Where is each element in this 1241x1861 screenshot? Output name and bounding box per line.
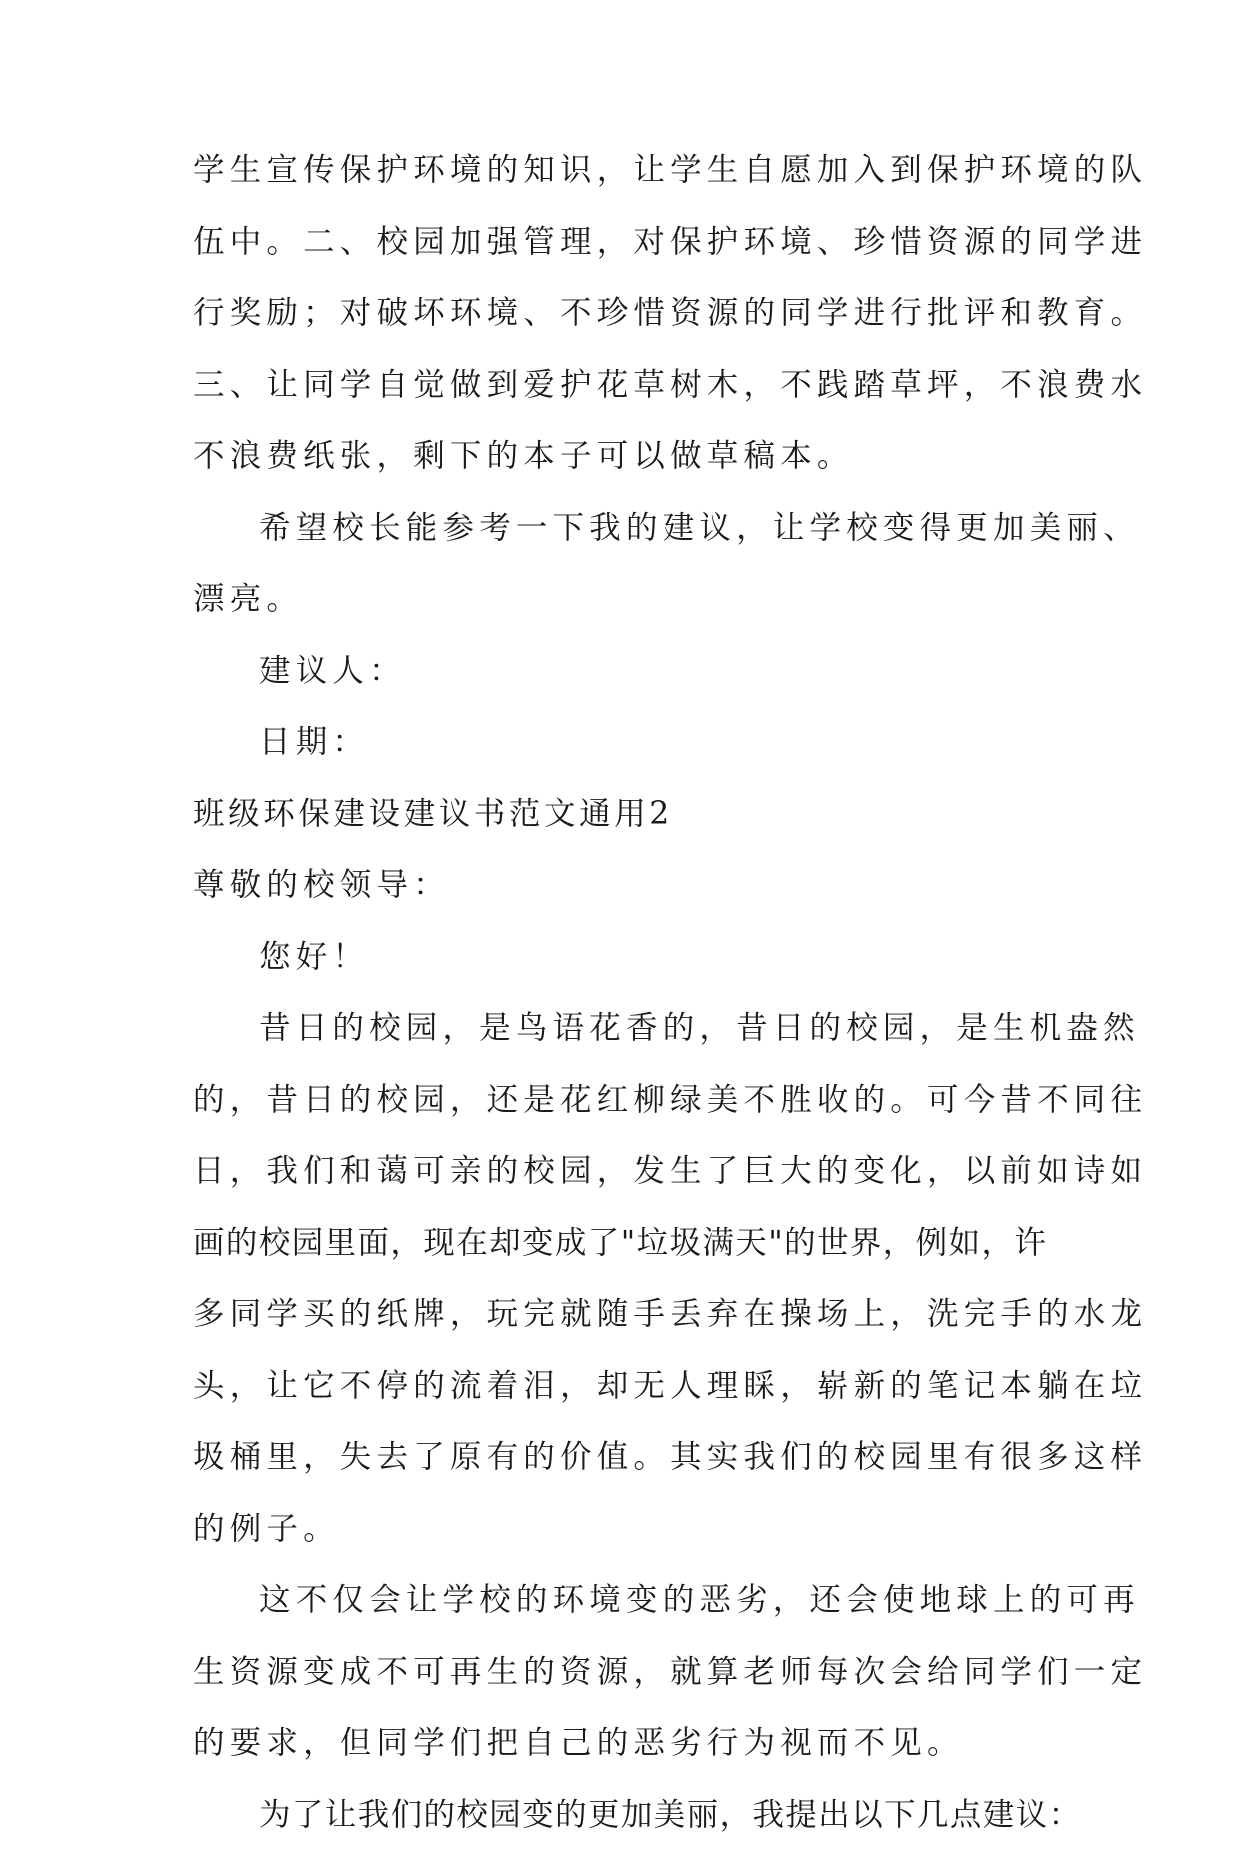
- body-line: 生资源变成不可再生的资源，就算老师每次会给同学们一定: [193, 1653, 1148, 1690]
- body-line: 希望校长能参考一下我的建议，让学校变得更加美丽、: [259, 509, 1140, 546]
- document-body: [193, 145, 1148, 1861]
- body-line: 伍中。二、校园加强管理，对保护环境、珍惜资源的同学进: [193, 223, 1148, 260]
- body-line: 不浪费纸张，剩下的本子可以做草稿本。: [193, 438, 854, 474]
- date-label: 日期：: [259, 724, 370, 760]
- body-line: 这不仅会让学校的环境变的恶劣，还会使地球上的可再: [259, 1582, 1140, 1618]
- body-line: 三、让同学自觉做到爱护花草树木，不践踏草坪，不浪费水: [193, 366, 1148, 403]
- body-line: 学生宣传保护环境的知识，让学生自愿加入到保护环境的队: [193, 152, 1148, 188]
- section-title: 班级环保建设建议书范文通用2: [193, 795, 673, 832]
- body-line: 的例子。: [193, 1510, 340, 1547]
- body-line: 的，昔日的校园，还是花红柳绿美不胜收的。可今昔不同往: [193, 1081, 1148, 1118]
- body-line: 昔日的校园，是鸟语花香的，昔日的校园，是生机盎然: [259, 1010, 1140, 1046]
- greeting: 您好！: [259, 938, 370, 975]
- body-line: 圾桶里，失去了原有的价值。其实我们的校园里有很多这样: [193, 1439, 1148, 1475]
- body-line: 为了让我们的校园变的更加美丽，我提出以下几点建议：: [259, 1796, 1082, 1833]
- body-line: 多同学买的纸牌，玩完就随手丢弃在操场上，洗完手的水龙: [193, 1296, 1148, 1332]
- body-line: 头，让它不停的流着泪，却无人理睬，崭新的笔记本躺在垃: [193, 1367, 1148, 1404]
- signer-label: 建议人：: [259, 652, 406, 689]
- body-line: 漂亮。: [193, 581, 304, 617]
- body-line: 日，我们和蔼可亲的校园，发生了巨大的变化，以前如诗如: [193, 1153, 1148, 1189]
- body-line: 的要求，但同学们把自己的恶劣行为视而不见。: [193, 1725, 964, 1761]
- body-line: 行奖励；对破坏环境、不珍惜资源的同学进行批评和教育。: [193, 295, 1148, 331]
- body-line: 画的校园里面，现在却变成了"垃圾满天"的世界，例如，许: [193, 1224, 1048, 1261]
- salutation: 尊敬的校领导：: [193, 867, 450, 903]
